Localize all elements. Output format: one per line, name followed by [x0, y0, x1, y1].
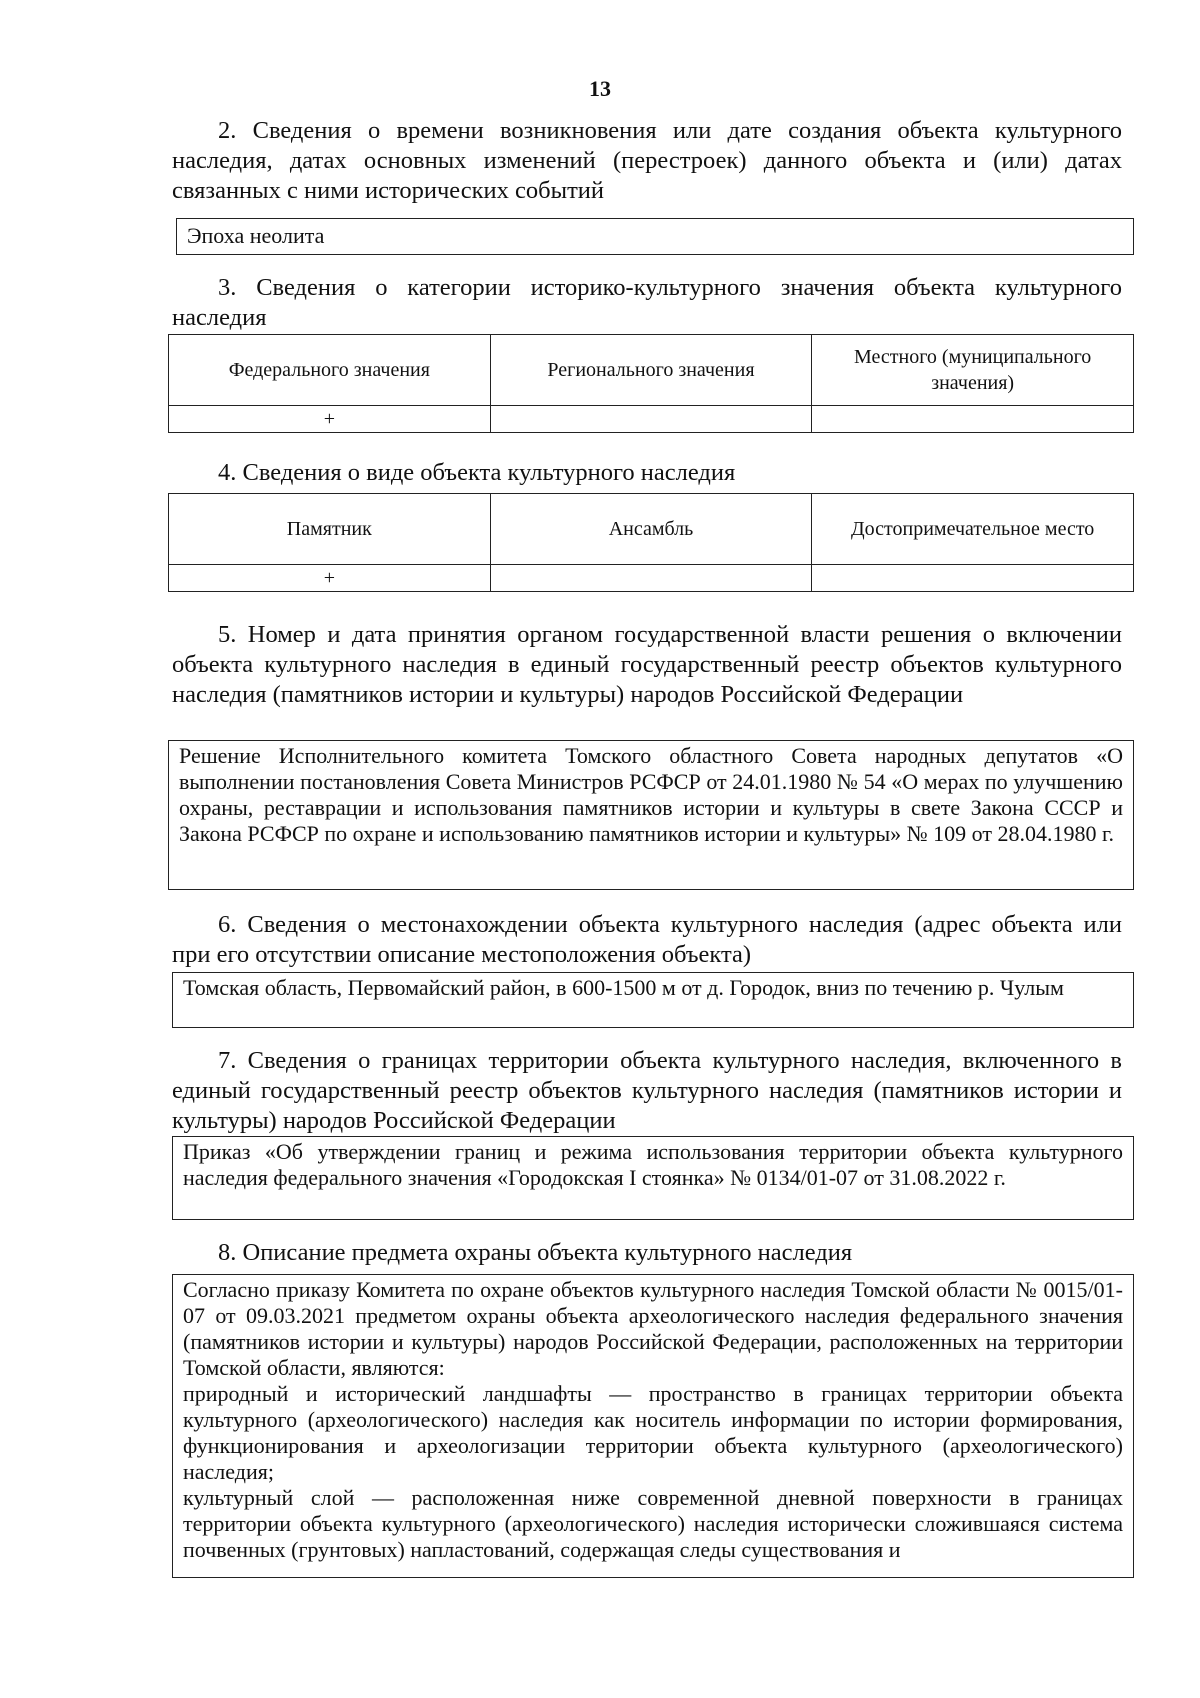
category-table: [168, 334, 1134, 433]
section-8-heading: 8. Описание предмета охраны объекта культурного наследия: [218, 1239, 853, 1266]
section-4-heading: 4. Сведения о виде объекта культурного наследия: [218, 459, 736, 486]
section-7-value: Приказ «Об утверждении границ и режима использования территории объекта культурного наследия федерального значения «Городокская I стоянка» № 0134/01-07 от 31.08.2022 г.: [172, 1136, 1134, 1220]
type-value-monument: +: [169, 565, 491, 592]
section-5-heading: 5. Номер и дата принятия органом государственной власти решения о включении объекта культурного наследия в единый государственный реестр объектов культурного наследия (памятников истории и культуры) народов Российской Федерации: [172, 621, 1122, 708]
type-value-ensemble: [490, 565, 812, 592]
type-header-landmark: Достопримечательное место: [812, 494, 1134, 565]
type-table: [168, 493, 1134, 592]
section-7-heading: 7. Сведения о границах территории объекта культурного наследия, включенного в единый государственный реестр объектов культурного наследия (памятников истории и культуры) народов Российской Федерации: [172, 1047, 1122, 1134]
category-header-regional: Регионального значения: [490, 335, 812, 406]
section-8-paragraph-2: природный и исторический ландшафты — пространство в границах территории объекта культурного (археологического) наследия как носитель информации по истории формирования, функционирования и археологизации территории объекта культурного (археологического) наследия;: [183, 1381, 1123, 1484]
type-header-ensemble: Ансамбль: [490, 494, 812, 565]
section-8-value: [172, 1274, 1134, 1578]
section-6-value: Томская область, Первомайский район, в 600-1500 м от д. Городок, вниз по течению р. Чулым: [172, 972, 1134, 1028]
section-8-paragraph-3: культурный слой — расположенная ниже современной дневной поверхности в границах территории объекта культурного (археологического) наследия исторически сложившаяся система почвенных (грунтовых) напластований, содержащая следы существования и: [183, 1485, 1123, 1562]
category-header-local: Местного (муниципального значения): [812, 335, 1134, 406]
section-2-heading: 2. Сведения о времени возникновения или дате создания объекта культурного наследия, датах основных изменений (перестроек) данного объекта и (или) датах связанных с ними исторических событий: [172, 117, 1122, 204]
section-6-heading: 6. Сведения о местонахождении объекта культурного наследия (адрес объекта или при его отсутствии описание местоположения объекта): [172, 911, 1122, 968]
section-8-paragraph-1: Согласно приказу Комитета по охране объектов культурного наследия Томской области № 0015/01-07 от 09.03.2021 предметом охраны объекта археологического наследия федерального значения (памятников истории и культуры) народов Российской Федерации, расположенных на территории Томской области, являются:: [183, 1277, 1123, 1380]
page-number: 13: [589, 76, 611, 101]
category-value-regional: [490, 406, 812, 433]
section-3-heading: 3. Сведения о категории историко-культурного значения объекта культурного наследия: [172, 274, 1122, 331]
type-value-landmark: [812, 565, 1134, 592]
section-5-value: Решение Исполнительного комитета Томского областного Совета народных депутатов «О выполнении постановления Совета Министров РСФСР от 24.01.1980 № 54 «О мерах по улучшению охраны, реставрации и использования памятников истории и культуры в свете Закона СССР и Закона РСФСР по охране и использованию памятников истории и культуры» № 109 от 28.04.1980 г.: [168, 740, 1134, 890]
category-value-local: [812, 406, 1134, 433]
category-header-federal: Федерального значения: [169, 335, 491, 406]
type-header-monument: Памятник: [169, 494, 491, 565]
category-value-federal: +: [169, 406, 491, 433]
section-2-value: Эпоха неолита: [176, 218, 1134, 255]
